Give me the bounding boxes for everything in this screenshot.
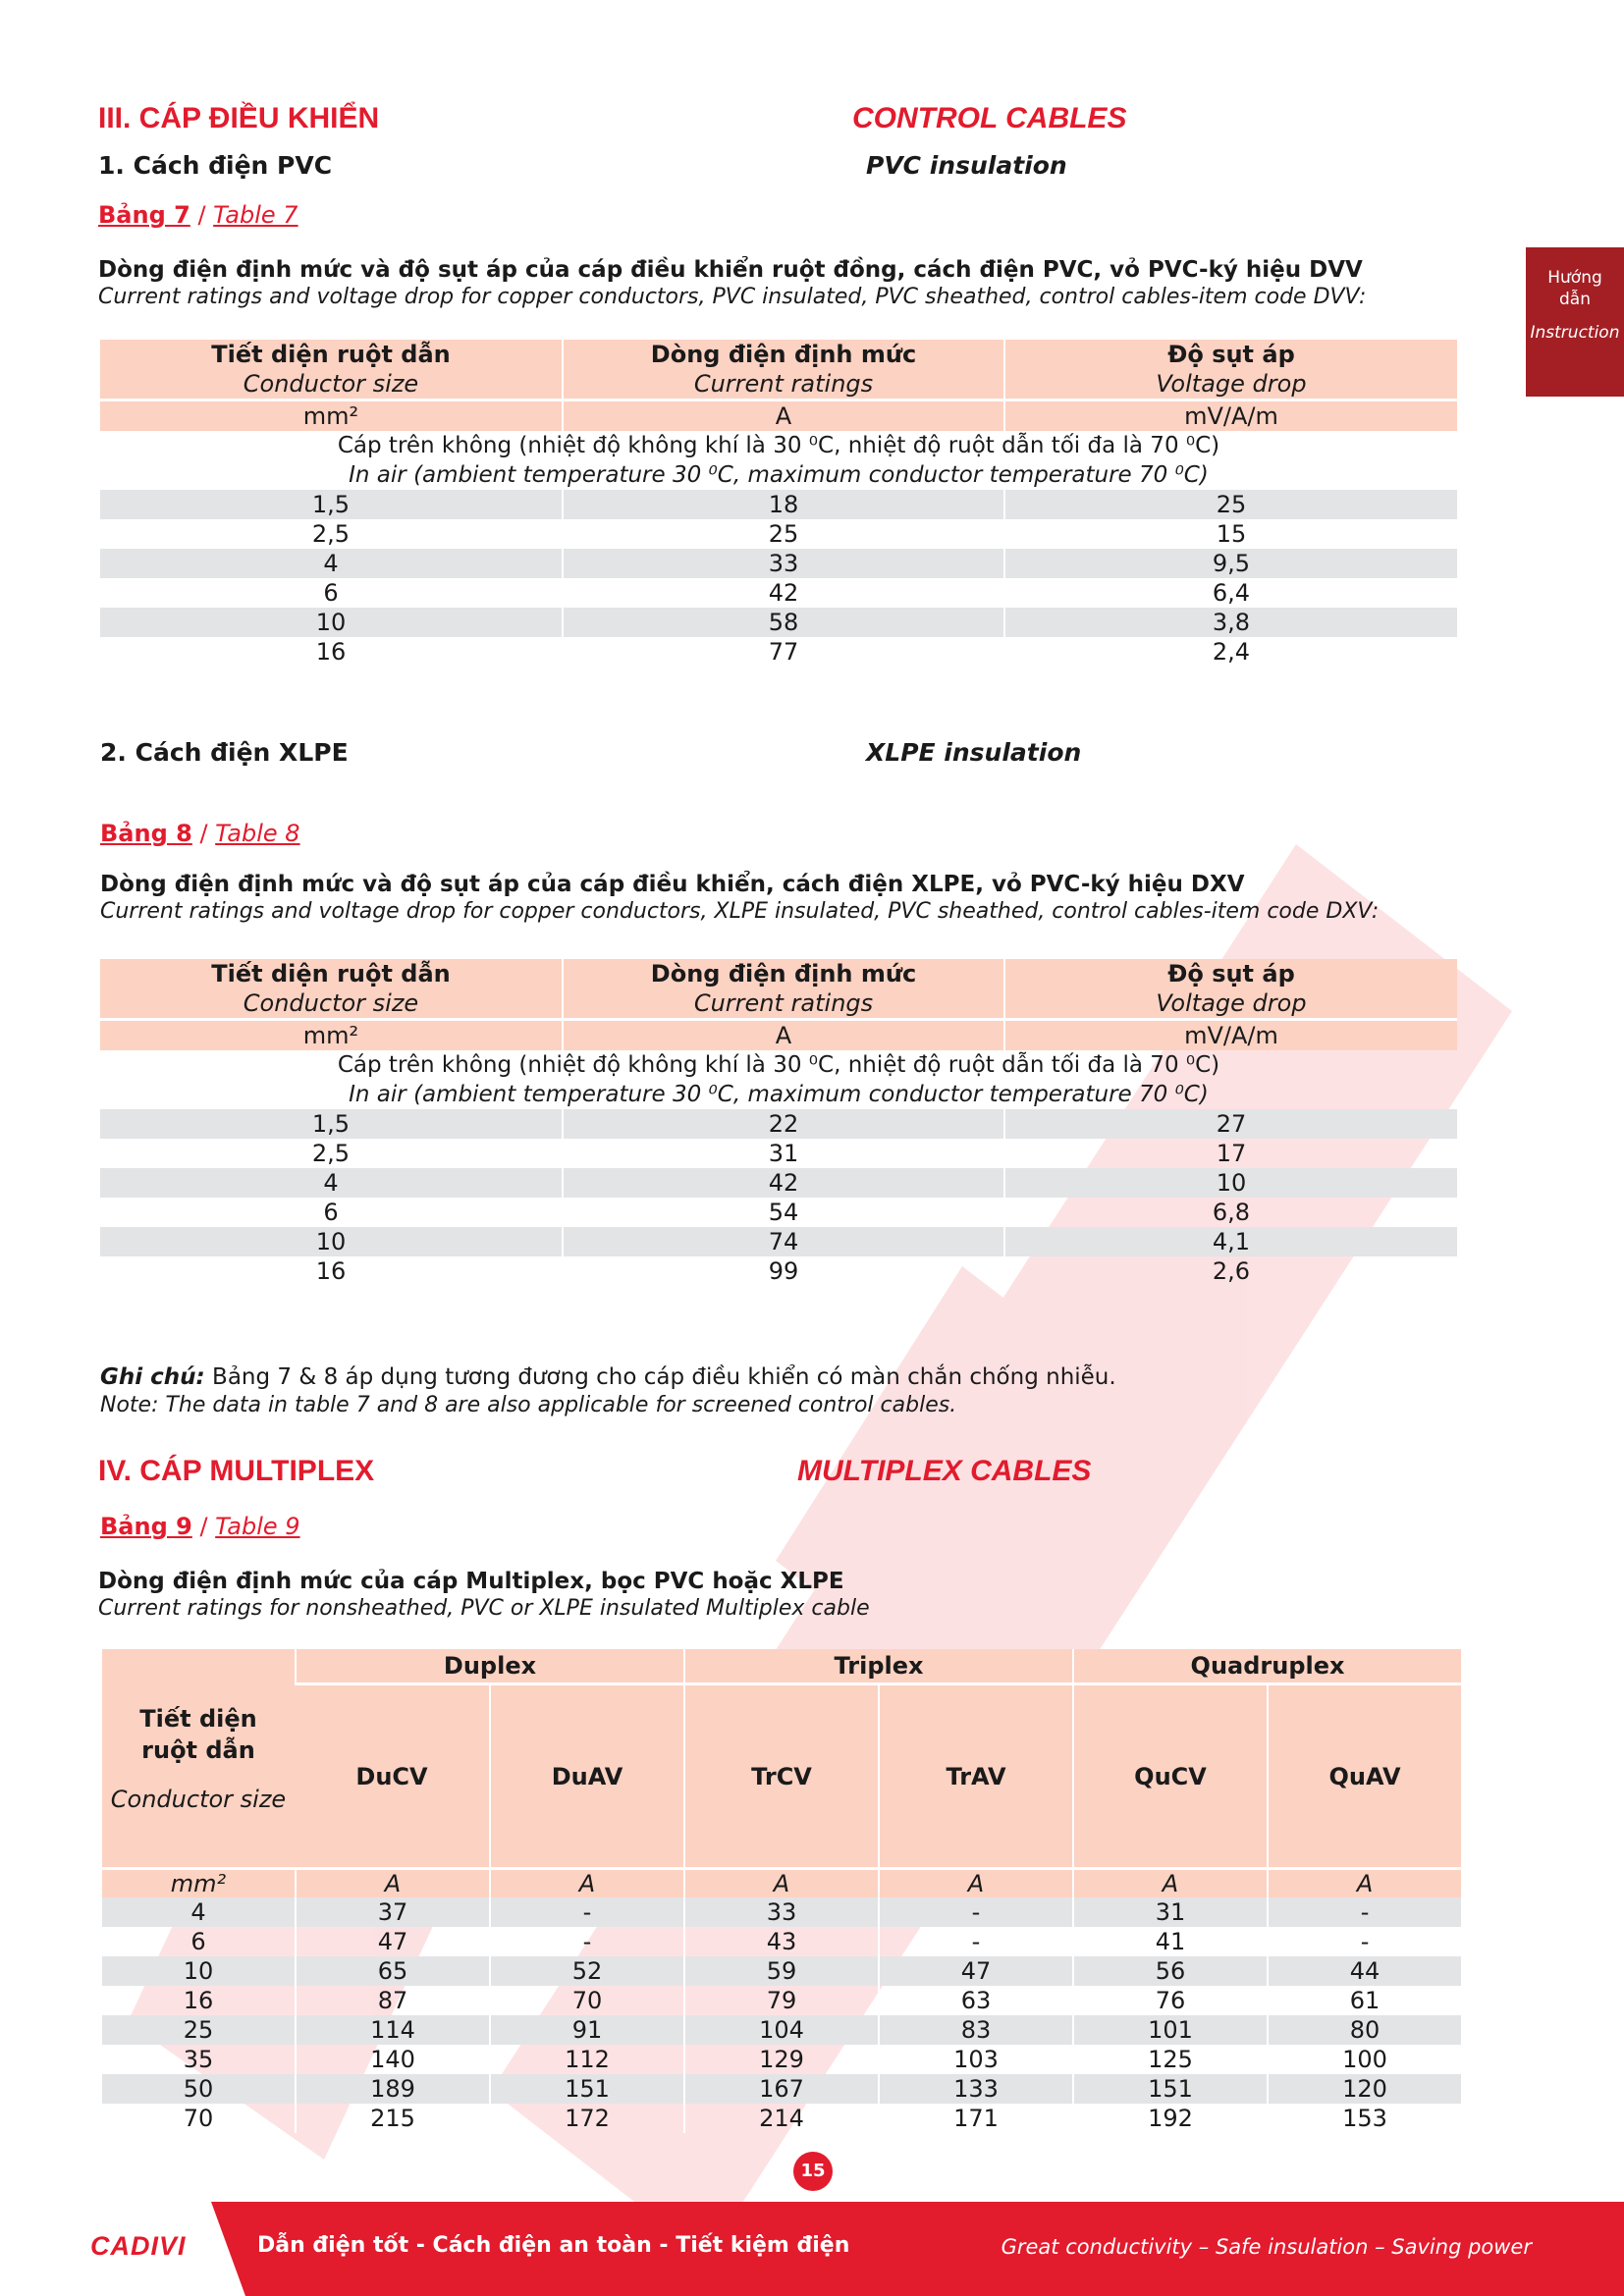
table-row [100, 1168, 1457, 1198]
unit-ampere: A [683, 1867, 878, 1897]
cell-size: 1,5 [100, 490, 562, 519]
header-voltage-drop-vn: Độ sụt áp [1003, 959, 1457, 988]
cell-ducv: 37 [295, 1897, 489, 1927]
side-tab-label-en: Instruction [1530, 323, 1620, 343]
cell-voltage-drop: 25 [1003, 490, 1457, 519]
cell-voltage-drop: 27 [1003, 1109, 1457, 1139]
header-duav: DuAV [489, 1682, 683, 1867]
cell-trcv: 33 [683, 1897, 878, 1927]
table-7-desc-vn: Dòng điện định mức và độ sụt áp của cáp điều khiển ruột đồng, cách điện PVC, vỏ PVC-ký hiệu DVV [98, 257, 1363, 283]
table-note-vn: Cáp trên không (nhiệt độ không khí là 30 ⁰C, nhiệt độ ruột dẫn tối đa là 70 ⁰C) [337, 1052, 1220, 1078]
cell-size: 6 [190, 1928, 206, 1955]
header-conductor-size-en: Conductor size [100, 369, 562, 399]
table-row [100, 637, 1457, 667]
cell-ducv: 87 [295, 1986, 489, 2015]
remark-label: Ghi chú: [100, 1364, 205, 1390]
table-7-desc-en: Current ratings and voltage drop for copper conductors, PVC insulated, PVC sheathed, control cables-item code DVV: [98, 285, 1367, 309]
cell-voltage-drop: 17 [1003, 1139, 1457, 1168]
unit-ampere: A [562, 399, 1003, 431]
table-row [100, 1198, 1457, 1227]
table-7-reference [98, 201, 298, 229]
footer-slogan-en: Great conductivity – Safe insulation – Saving power [1001, 2235, 1532, 2259]
table-8-desc-en: Current ratings and voltage drop for copper conductors, XLPE insulated, PVC sheathed, control cables-item code DXV: [100, 899, 1380, 924]
table-note-row-en [100, 460, 1457, 490]
cell-voltage-drop: 2,6 [1003, 1256, 1457, 1286]
cell-quav: 44 [1267, 1956, 1461, 1986]
cell-duav: 70 [489, 1986, 683, 2015]
cell-qucv: 56 [1072, 1956, 1267, 1986]
table-unit-row [100, 399, 1457, 431]
cell-ducv: 65 [295, 1956, 489, 1986]
cell-trcv: 104 [683, 2015, 878, 2045]
cell-quav: 61 [1267, 1986, 1461, 2015]
table-header-row-en [100, 988, 1457, 1018]
cell-ducv: 47 [295, 1927, 489, 1956]
cell-trcv: 59 [683, 1956, 878, 1986]
cell-quav: - [1267, 1927, 1461, 1956]
unit-mm2: mm² [100, 399, 562, 431]
table-row [100, 1256, 1457, 1286]
cell-qucv: 151 [1072, 2074, 1267, 2104]
table-row [102, 2074, 1461, 2104]
table-row [100, 1109, 1457, 1139]
cadivi-logo: CADIVI [90, 2231, 187, 2261]
cell-size: 50 [102, 2074, 295, 2104]
table-note-en: In air (ambient temperature 30 ⁰C, maximum conductor temperature 70 ⁰C) [349, 462, 1209, 488]
section-4-title-en: MULTIPLEX CABLES [797, 1455, 1092, 1487]
table-row [100, 519, 1457, 549]
table-unit-row [100, 1018, 1457, 1050]
cell-ducv: 189 [295, 2074, 489, 2104]
table-8 [100, 959, 1457, 1286]
header-conductor-size [102, 1649, 295, 1867]
cell-voltage-drop: 2,4 [1003, 637, 1457, 667]
cell-size: 35 [183, 2046, 214, 2073]
table-note-vn: Cáp trên không (nhiệt độ không khí là 30 ⁰C, nhiệt độ ruột dẫn tối đa là 70 ⁰C) [337, 433, 1220, 458]
cell-ducv: 114 [295, 2015, 489, 2045]
table-column-header-row [102, 1682, 1461, 1867]
cell-size: 4 [100, 549, 562, 578]
header-current-ratings-en: Current ratings [562, 369, 1003, 399]
table-group-header-row [102, 1649, 1461, 1682]
cell-quav: - [1267, 1897, 1461, 1927]
cell-trcv: 214 [683, 2104, 878, 2133]
header-trav: TrAV [878, 1682, 1072, 1867]
table-note-en: In air (ambient temperature 30 ⁰C, maximum conductor temperature 70 ⁰C) [349, 1082, 1209, 1107]
table-9-desc-en: Current ratings for nonsheathed, PVC or XLPE insulated Multiplex cable [98, 1596, 870, 1621]
header-qucv: QuCV [1072, 1682, 1267, 1867]
header-voltage-drop-vn: Độ sụt áp [1003, 340, 1457, 369]
unit-ampere: A [295, 1867, 489, 1897]
cell-duav: - [489, 1927, 683, 1956]
cell-size: 4 [102, 1897, 295, 1927]
table-ref-separator: / [191, 1513, 216, 1540]
header-duplex: Duplex [295, 1649, 683, 1682]
cell-ducv: 140 [295, 2045, 489, 2074]
section-4-title-vn: IV. CÁP MULTIPLEX [98, 1455, 375, 1487]
cell-current: 99 [562, 1256, 1003, 1286]
cell-quav: 100 [1267, 2045, 1461, 2074]
header-triplex: Triplex [683, 1649, 1072, 1682]
cell-size: 70 [183, 2105, 214, 2132]
header-conductor-size-vn: Tiết diện ruột dẫn [100, 959, 562, 988]
cell-voltage-drop: 9,5 [1003, 549, 1457, 578]
header-conductor-size-en: Conductor size [110, 1786, 287, 1813]
cell-trav: 103 [878, 2045, 1072, 2074]
cell-current: 22 [562, 1109, 1003, 1139]
cell-size: 16 [315, 1257, 347, 1285]
table-row [102, 1927, 1461, 1956]
table-ref-separator: / [189, 201, 214, 229]
cell-size: 16 [315, 638, 347, 666]
table-note-row-en [100, 1080, 1457, 1109]
cell-trav: 63 [878, 1986, 1072, 2015]
cell-trcv: 79 [683, 1986, 878, 2015]
table-8-desc-vn: Dòng điện định mức và độ sụt áp của cáp điều khiển, cách điện XLPE, vỏ PVC-ký hiệu DXV [100, 872, 1245, 897]
cell-current: 77 [562, 637, 1003, 667]
unit-ampere: A [878, 1867, 1072, 1897]
cell-current: 42 [562, 578, 1003, 608]
header-quav: QuAV [1267, 1682, 1461, 1867]
cell-qucv: 41 [1072, 1927, 1267, 1956]
cell-qucv: 125 [1072, 2045, 1267, 2074]
header-current-ratings-vn: Dòng điện định mức [562, 340, 1003, 369]
footer-bar [0, 2202, 1624, 2296]
cell-size: 4 [100, 1168, 562, 1198]
section-title-vn: III. CÁP ĐIỀU KHIỂN [98, 102, 380, 134]
table-header-row-vn [100, 340, 1457, 369]
cell-current: 58 [562, 608, 1003, 637]
header-voltage-drop-en: Voltage drop [1003, 988, 1457, 1018]
cell-trcv: 129 [683, 2045, 878, 2074]
cell-qucv: 192 [1072, 2104, 1267, 2133]
unit-ampere: A [562, 1018, 1003, 1050]
header-conductor-size-vn: Tiết diện ruột dẫn [139, 1705, 257, 1764]
table-ref-vn: Bảng 8 [100, 820, 192, 847]
header-trcv: TrCV [683, 1682, 878, 1867]
cell-size: 2,5 [311, 520, 351, 548]
table-row [100, 608, 1457, 637]
cell-size: 25 [102, 2015, 295, 2045]
unit-mm2: mm² [102, 1867, 295, 1897]
cell-quav: 120 [1267, 2074, 1461, 2104]
cell-current: 25 [562, 519, 1003, 549]
cell-duav: 151 [489, 2074, 683, 2104]
remark-text-vn: Bảng 7 & 8 áp dụng tương đương cho cáp điều khiển có màn chắn chống nhiễu. [204, 1364, 1116, 1390]
cell-size: 16 [183, 1987, 214, 2014]
table-ref-en: Table 7 [213, 201, 298, 229]
cell-trcv: 43 [683, 1927, 878, 1956]
table-ref-vn: Bảng 9 [100, 1513, 192, 1540]
remark-en: Note: The data in table 7 and 8 are also applicable for screened control cables. [100, 1393, 957, 1417]
remark-vn [100, 1364, 1116, 1390]
cell-qucv: 101 [1072, 2015, 1267, 2045]
table-row [102, 1986, 1461, 2015]
cell-current: 18 [562, 490, 1003, 519]
header-voltage-drop-en: Voltage drop [1003, 369, 1457, 399]
cell-size: 10 [102, 1956, 295, 1986]
cell-voltage-drop: 15 [1003, 519, 1457, 549]
table-ref-vn: Bảng 7 [98, 201, 190, 229]
cell-trav: - [878, 1897, 1072, 1927]
cell-voltage-drop: 10 [1003, 1168, 1457, 1198]
cell-size: 1,5 [100, 1109, 562, 1139]
cell-trcv: 167 [683, 2074, 878, 2104]
table-row [102, 1956, 1461, 1986]
unit-ampere: A [1072, 1867, 1267, 1897]
header-current-ratings-en: Current ratings [562, 988, 1003, 1018]
table-8-reference [100, 820, 300, 847]
header-current-ratings-vn: Dòng điện định mức [562, 959, 1003, 988]
unit-ampere: A [489, 1867, 683, 1897]
page-number: 15 [793, 2152, 833, 2191]
header-quadruplex: Quadruplex [1072, 1649, 1461, 1682]
table-note-row-vn [100, 431, 1457, 460]
cell-voltage-drop: 3,8 [1003, 608, 1457, 637]
subsection-2-vn: 2. Cách điện XLPE [100, 738, 349, 767]
cell-current: 54 [562, 1198, 1003, 1227]
cell-trav: - [878, 1927, 1072, 1956]
table-9-reference [100, 1513, 300, 1540]
side-tab-instruction[interactable] [1526, 247, 1624, 397]
header-conductor-size-vn: Tiết diện ruột dẫn [100, 340, 562, 369]
cell-quav: 80 [1267, 2015, 1461, 2045]
cell-size: 6 [323, 579, 339, 607]
unit-ampere: A [1267, 1867, 1461, 1897]
table-header-row-vn [100, 959, 1457, 988]
cell-size: 10 [100, 608, 562, 637]
cell-duav: 52 [489, 1956, 683, 1986]
cell-qucv: 76 [1072, 1986, 1267, 2015]
cell-current: 74 [562, 1227, 1003, 1256]
subsection-1-en: PVC insulation [866, 151, 1067, 180]
table-note-row-vn [100, 1050, 1457, 1080]
cell-current: 42 [562, 1168, 1003, 1198]
table-row [100, 1227, 1457, 1256]
table-row [102, 1897, 1461, 1927]
table-row [102, 2104, 1461, 2133]
cell-voltage-drop: 4,1 [1003, 1227, 1457, 1256]
cell-voltage-drop: 6,8 [1003, 1198, 1457, 1227]
cell-size: 10 [100, 1227, 562, 1256]
side-tab-label-vn: Hướng dẫn [1547, 268, 1602, 309]
header-conductor-size-en: Conductor size [100, 988, 562, 1018]
cell-qucv: 31 [1072, 1897, 1267, 1927]
cell-duav: 91 [489, 2015, 683, 2045]
table-ref-separator: / [191, 820, 216, 847]
table-9-desc-vn: Dòng điện định mức của cáp Multiplex, bọc PVC hoặc XLPE [98, 1569, 844, 1594]
cell-trav: 47 [878, 1956, 1072, 1986]
table-9 [102, 1649, 1461, 2133]
subsection-1-vn: 1. Cách điện PVC [98, 151, 333, 180]
table-row [100, 490, 1457, 519]
header-ducv: DuCV [295, 1682, 489, 1867]
cell-trav: 171 [878, 2104, 1072, 2133]
subsection-2-en: XLPE insulation [866, 738, 1082, 767]
table-row [102, 2015, 1461, 2045]
table-header-row-en [100, 369, 1457, 399]
section-title-en: CONTROL CABLES [852, 102, 1127, 134]
table-row [100, 578, 1457, 608]
unit-mm2: mm² [100, 1018, 562, 1050]
table-row [100, 549, 1457, 578]
cell-ducv: 215 [295, 2104, 489, 2133]
unit-mv-a-m: mV/A/m [1003, 399, 1457, 431]
cell-size: 6 [323, 1199, 339, 1226]
cell-voltage-drop: 6,4 [1003, 578, 1457, 608]
cell-duav: 172 [489, 2104, 683, 2133]
table-unit-row [102, 1867, 1461, 1897]
cell-size: 2,5 [311, 1140, 351, 1167]
table-ref-en: Table 9 [215, 1513, 300, 1540]
footer-slogan-vn: Dẫn điện tốt - Cách điện an toàn - Tiết kiệm điện [257, 2233, 850, 2258]
cell-current: 31 [562, 1139, 1003, 1168]
unit-mv-a-m: mV/A/m [1003, 1018, 1457, 1050]
cell-current: 33 [562, 549, 1003, 578]
table-7 [100, 340, 1457, 667]
cell-duav: - [489, 1897, 683, 1927]
table-ref-en: Table 8 [215, 820, 300, 847]
cell-trav: 133 [878, 2074, 1072, 2104]
table-row [100, 1139, 1457, 1168]
cell-quav: 153 [1267, 2104, 1461, 2133]
cell-duav: 112 [489, 2045, 683, 2074]
table-row [102, 2045, 1461, 2074]
cell-trav: 83 [878, 2015, 1072, 2045]
